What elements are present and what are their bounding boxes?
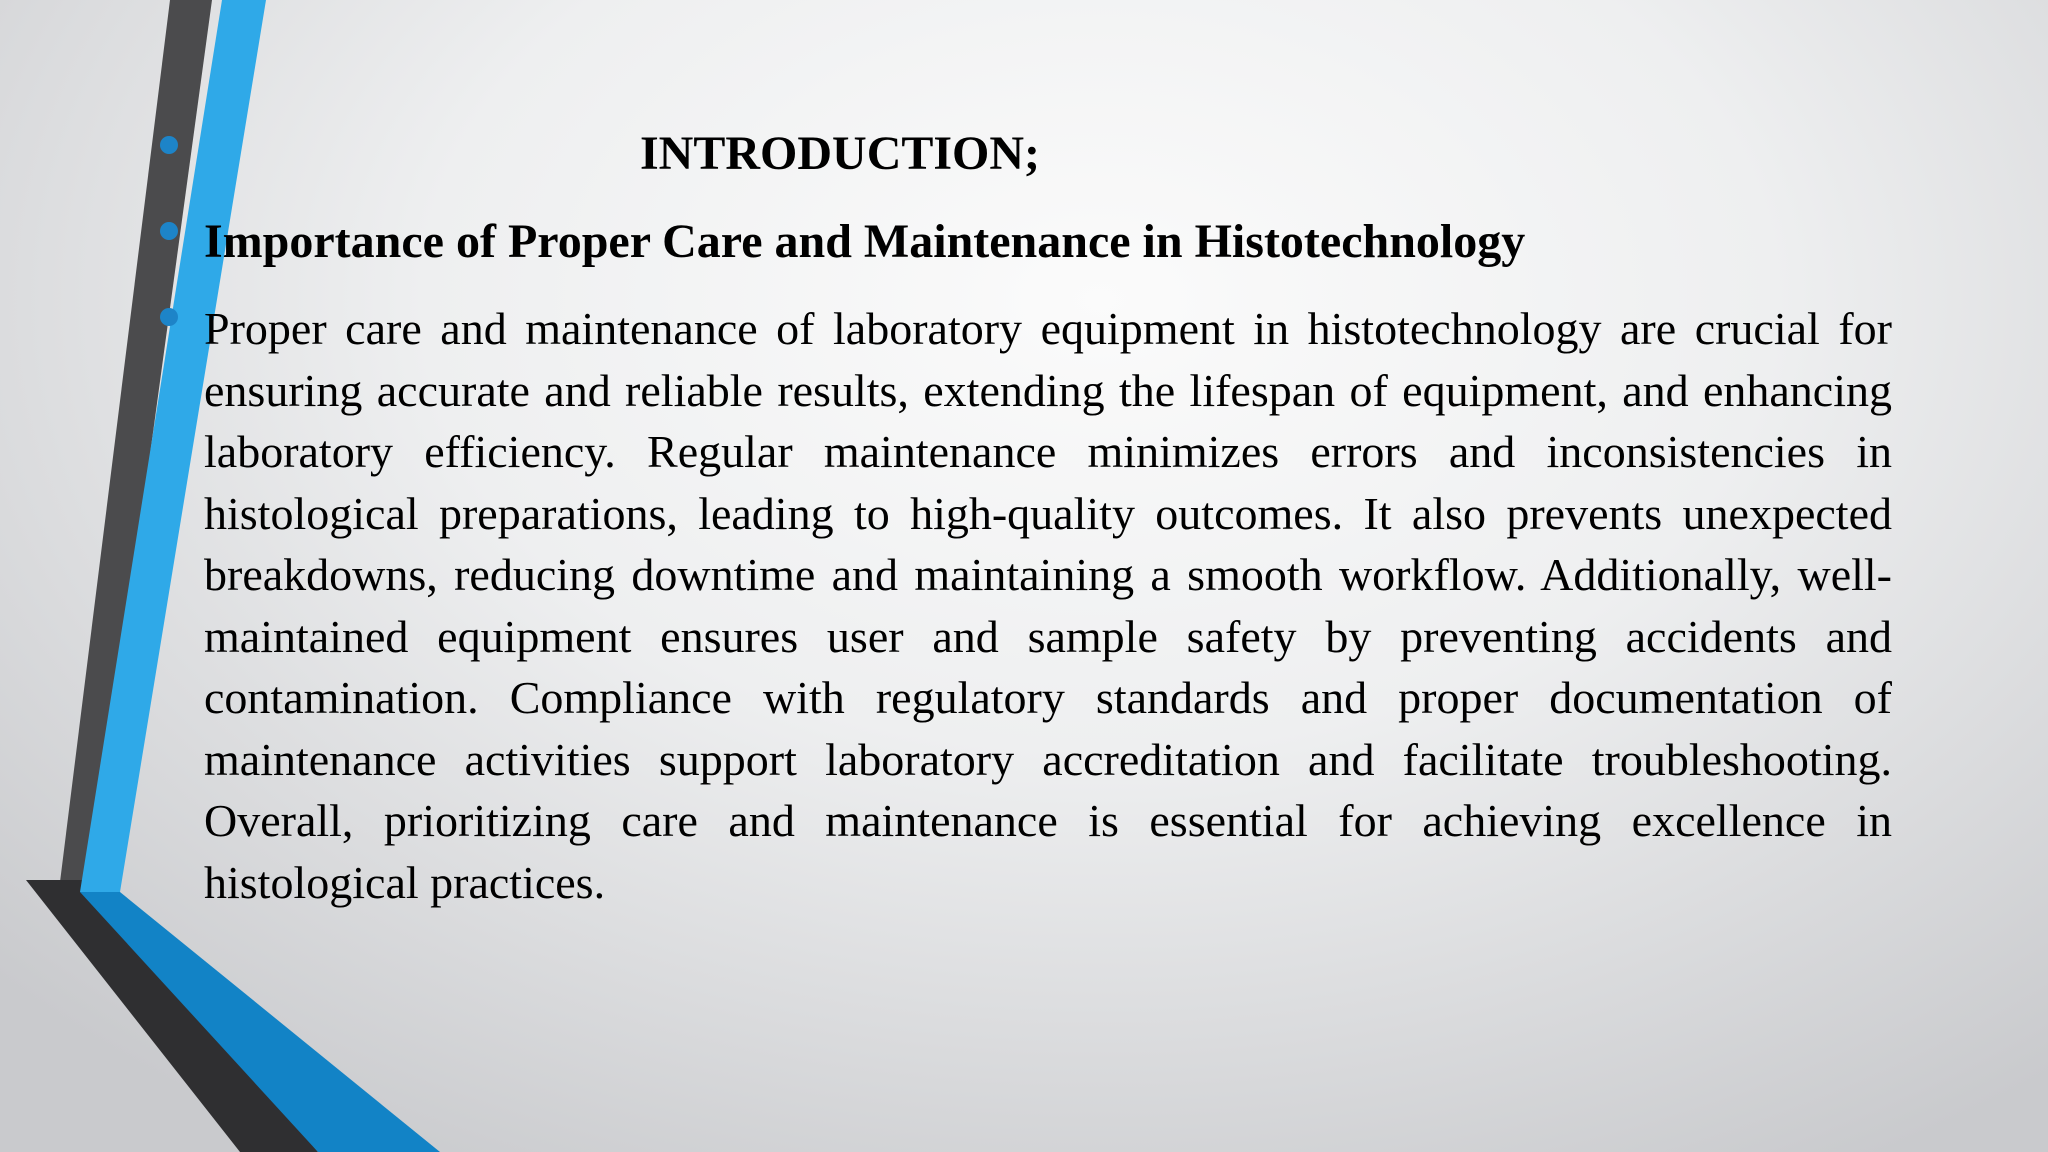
bullet-dot-3 <box>160 308 178 326</box>
slide-subheading: Importance of Proper Care and Maintenance in Histotechnology <box>204 215 1526 268</box>
bullet-dot-1 <box>160 136 178 154</box>
slide-title: INTRODUCTION; <box>640 127 1041 180</box>
slide-body-paragraph: Proper care and maintenance of laboratory equipment in histotechnology are crucial for ensuring accurate and reliable results, extending the lifespan of equipment, and enhancing laboratory efficiency. Regular maintenance minimizes errors and inconsistencies in histological preparations, leading to high-quality outcomes. It also prevents unexpected breakdowns, reducing downtime and maintaining a smooth workflow. Additionally, well-maintained equipment ensures user and sample safety by preventing accidents and contamination. Compliance with regulatory standards and proper documentation of maintenance activities support laboratory accreditation and facilitate troubleshooting. Overall, prioritizing care and maintenance is essential for achieving excellence in histological practices. <box>204 303 1892 908</box>
bullet-dot-2 <box>160 222 178 240</box>
